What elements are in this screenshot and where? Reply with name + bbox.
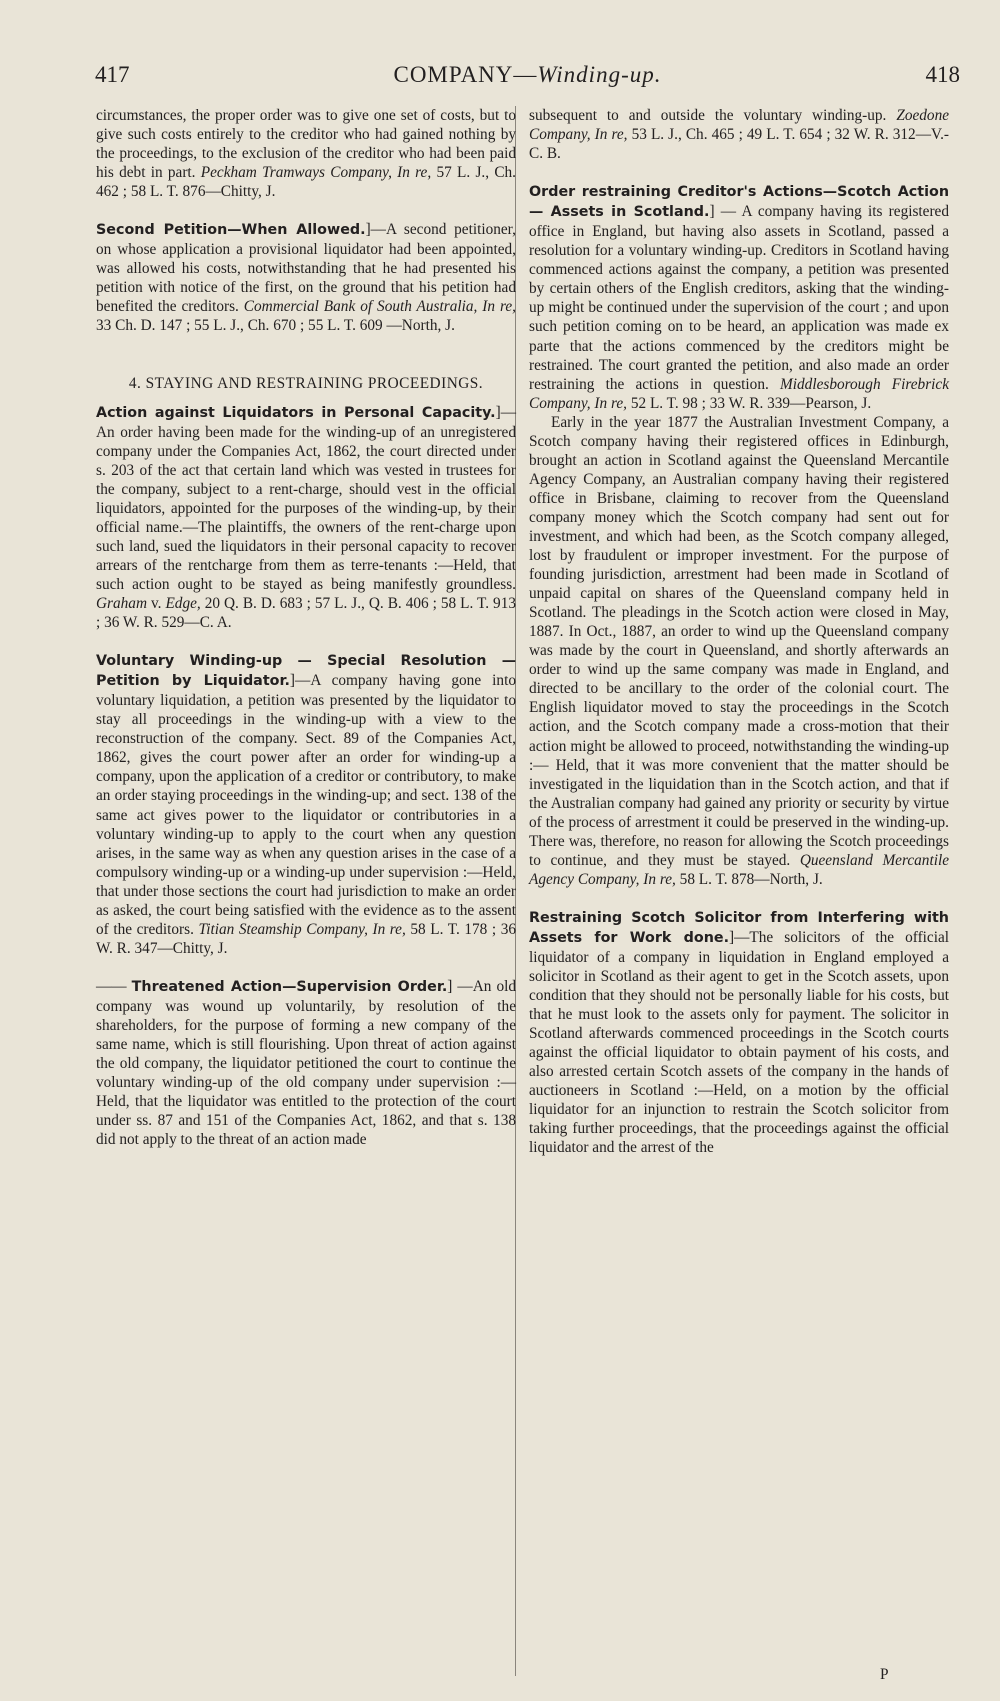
citation: 58 L. T. 178 ; 36 W. R. 347—Chitty, J.: [96, 920, 517, 957]
citation: 33 Ch. D. 147 ; 55 L. J., Ch. 670 ; 55 L. T. 609 —North, J.: [96, 317, 455, 335]
citation: 57 L. J., Ch. 462 ; 58 L. T. 876—Chitty, J.: [96, 164, 516, 201]
right-paragraph-1: [529, 106, 949, 163]
case-name: Edge,: [165, 595, 201, 613]
signature-mark: P: [880, 1666, 889, 1683]
paragraph-text: circumstances, the proper order was to give one set of costs, but to give such costs entirely to the creditor who had gained nothing by the proceedings, to the exclusion of the creditor who had been paid his debt in part.: [96, 107, 516, 182]
left-paragraph-4: [96, 651, 516, 958]
case-name: Titian Steamship Company, In re,: [198, 920, 406, 938]
paragraph-text: ]—The solicitors of the official liquidator of a company in liquidation in England employed a solicitor in Scotland as their agent to get in the Scotch assets, upon condition that they should not be personally liable for his costs, but that he must look to the assets only for payment. The solicitor in Scotland afterwards commenced proceedings in the Scotch courts against the official liquidator to obtain payment of his costs, and also arrested certain Scotch assets of the company in the hands of auctioneers in Scotland :—Held, on a motion by the official liquidator for an injunction to restrain the Scotch solicitor from taking further proceedings, that the proceedings against the official liquidator and the arrest of the: [529, 928, 949, 1157]
paragraph-text: ]—A company having gone into voluntary liquidation, a petition was presented by the liquidator to stay all proceedings in the winding-up with a view to the reconstruction of the company. Sect. 89 of the Companies Act, 1862, gives the court power after an order for winding-up a company, upon the application of a creditor or contributory, to make an order staying proceedings in the winding-up; and sect. 138 of the same act gives power to the liquidator or contributories in a voluntary winding-up to apply to the court when any question arises, in the same way as when any question arises in the case of a compulsory winding-up or a winding-up under supervision :—Held, that under those sections the court had jurisdiction to make an order as asked, the court being satisfied with the evidence as to the assent of the creditors.: [96, 672, 516, 938]
right-paragraph-4: [529, 908, 949, 1158]
header-title: [95, 62, 960, 88]
case-name: Middlesborough Firebrick Company, In re,: [529, 375, 949, 412]
ditto-dash: ——: [96, 977, 127, 995]
case-name: Graham: [96, 595, 147, 613]
case-name: Queensland Mercantile Agency Company, In re,: [529, 851, 949, 888]
header-title-sub: Winding-up.: [537, 62, 662, 87]
left-paragraph-2: [96, 220, 516, 335]
case-name: Peckham Tramways Company, In re,: [200, 164, 432, 182]
entry-heading: Order restraining Creditor's Actions—Scotch Action — Assets in Scotland.: [529, 184, 949, 221]
citation: 53 L. J., Ch. 465 ; 49 L. T. 654 ; 32 W. R. 312—V.-C. B.: [529, 126, 949, 163]
right-paragraph-3: [529, 413, 949, 889]
page-number-left: 417: [95, 62, 130, 87]
page-number-right: 418: [925, 62, 960, 87]
paragraph-text: Early in the year 1877 the Australian Investment Company, a Scotch company having their registered offices in Edinburgh, brought an action in Scotland against the Queensland Mercantile Agency Company, an Australian company having their registered office in Brisbane, claiming to recover from the Queensland company money which the Scotch company had sent out for investment, and which had been, as the Scotch company alleged, lost by fraudulent or improper investment. For the purpose of founding jurisdiction, arrestment had been made in Scotland of unpaid capital on shares of the Queensland company held in Scotland. The pleadings in the Scotch action were closed in May, 1887. In Oct., 1887, an order to wind up the Queensland company was made by the court in Queensland, and shortly afterwards an order to wind up the same company was made in England, and directed to be ancillary to the order of the colonial court. The English liquidator moved to stay the proceedings in the Scotch action, and the Scotch company made a cross-motion that their action might be allowed to proceed, notwithstanding the winding-up :— Held, that it was more convenient that the matter should be investigated in the liquidation than in the Scotch action, and that if the Australian company had gained any priority or security by virtue of the process of arrestment it could be preserved in the winding-up. There was, therefore, no reason for allowing the Scotch proceedings to continue, and they must be stayed.: [529, 413, 949, 869]
left-paragraph-3: [96, 403, 516, 633]
paragraph-text: ] — A company having its registered office in England, but having also assets in Scotland, passed a resolution for a voluntary winding-up. Creditors in Scotland having commenced actions against the company, a petition was presented by certain others of the English creditors, asking that the winding-up might be continued under the supervision of the court ; and upon such petition coming on to be heard, an application was made ex parte that the actions commenced by the creditors might be restrained. The court granted the petition, and also made an order restraining the actions in question.: [529, 203, 949, 393]
entry-heading: Second Petition—When Allowed.: [96, 222, 366, 239]
entry-heading: Voluntary Winding-up — Special Resolution —Petition by Liquidator.: [96, 653, 516, 690]
entry-heading: Threatened Action—Supervision Order.: [131, 978, 448, 995]
header-title-main: COMPANY—: [393, 62, 538, 87]
citation: 52 L. T. 98 ; 33 W. R. 339—Pearson, J.: [630, 394, 872, 412]
left-column: [96, 106, 516, 1149]
case-name: Commercial Bank of South Australia, In re,: [243, 298, 516, 316]
citation: 58 L. T. 878—North, J.: [679, 870, 823, 888]
right-paragraph-2: [529, 182, 949, 413]
left-paragraph-5: [96, 977, 516, 1149]
left-paragraph-1: [96, 106, 516, 201]
paragraph-text: ] —An old company was wound up voluntarily, by resolution of the shareholders, for the purpose of forming a new company of the same name, which is still flourishing. Upon threat of action against the old company, the liquidator petitioned the court to continue the voluntary winding-up of the old company under supervision :—Held, that the liquidator was entitled to the protection of the court under ss. 87 and 151 of the Companies Act, 1862, and that s. 138 did not apply to the threat of an action made: [96, 977, 516, 1149]
versus: v.: [150, 595, 162, 613]
right-column: [529, 106, 949, 1157]
paragraph-text: ]—An order having been made for the winding-up of an unregistered company under the Companies Act, 1862, the court directed under s. 203 of the act that certain land which was vested in trustees for the company, subject to a rent-charge, should vest in the official liquidators, appointed for the purposes of the winding-up, by their official name.—The plaintiffs, the owners of the rent-charge upon such land, sued the liquidators in their personal capacity to recover arrears of the rentcharge from them as terre-tenants :—Held, that such action ought to be stayed as being manifestly groundless.: [96, 403, 516, 593]
citation: 20 Q. B. D. 683 ; 57 L. J., Q. B. 406 ; 58 L. T. 913 ; 36 W. R. 529—C. A.: [96, 595, 516, 632]
entry-heading: Action against Liquidators in Personal Capacity.: [96, 404, 496, 421]
case-name: Zoedone Company, In re,: [529, 107, 950, 144]
paragraph-text: subsequent to and outside the voluntary winding-up.: [529, 107, 887, 124]
entry-heading: Restraining Scotch Solicitor from Interfering with Assets for Work done.: [529, 909, 949, 946]
section-heading: 4. STAYING AND RESTRAINING PROCEEDINGS.: [128, 374, 484, 392]
paragraph-text: ]—A second petitioner, on whose application a provisional liquidator had been appointed, was allowed his costs, notwithstanding that he had presented his petition with notice of the first, on the ground that his petition had benefited the creditors.: [96, 221, 516, 316]
running-header: [95, 58, 960, 98]
